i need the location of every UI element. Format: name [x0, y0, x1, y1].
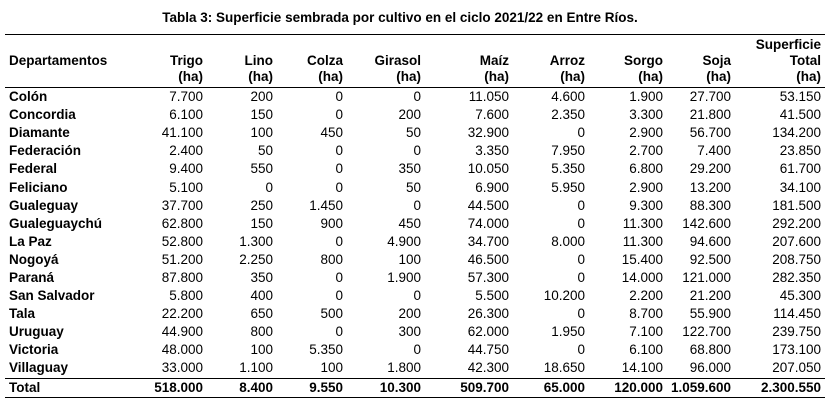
department-name: Uruguay: [9, 324, 64, 340]
table-cell: 2.350: [551, 107, 585, 123]
table-cell: 300: [398, 324, 421, 340]
table-cell: 68.800: [689, 342, 731, 358]
table-cell: 1.950: [551, 324, 585, 340]
table-cell: 0: [335, 288, 343, 304]
table-cell: 1.100: [239, 360, 273, 376]
table-cell: 0: [413, 342, 421, 358]
table-row: [5, 160, 825, 178]
table-row: [5, 178, 825, 196]
total-row: [5, 378, 825, 397]
table-cell: 0: [577, 306, 585, 322]
table-cell: 88.300: [689, 197, 731, 213]
header-departamentos: Departamentos: [9, 53, 108, 68]
table-cell: 13.200: [689, 179, 731, 195]
table-cell: 62.800: [161, 215, 203, 231]
header-arroz: Arroz (ha): [549, 53, 585, 84]
department-name: Tala: [9, 306, 36, 322]
table-row: [5, 215, 825, 233]
table-cell: 96.000: [689, 360, 731, 376]
table-cell: 208.750: [772, 251, 821, 267]
table-cell: 0: [413, 288, 421, 304]
table-cell: 14.000: [621, 269, 663, 285]
total-cell: 509.700: [460, 379, 509, 395]
table-row: [5, 233, 825, 251]
table-row: [5, 269, 825, 287]
total-cell: 9.550: [309, 379, 343, 395]
table-cell: 239.750: [772, 324, 821, 340]
table-row: [5, 287, 825, 305]
table-cell: 6.900: [475, 179, 509, 195]
department-name: Gualeguay: [9, 197, 79, 213]
header-colza: Colza (ha): [306, 53, 343, 84]
total-cell: 8.400: [239, 379, 273, 395]
table-cell: 10.050: [467, 161, 509, 177]
table-cell: 37.700: [161, 197, 203, 213]
table-cell: 2.400: [169, 143, 203, 159]
table-cell: 1.900: [387, 269, 421, 285]
table-cell: 8.000: [551, 233, 585, 249]
table-cell: 26.300: [467, 306, 509, 322]
table-cell: 150: [250, 107, 273, 123]
table-cell: 48.000: [161, 342, 203, 358]
table-body: [5, 88, 825, 379]
table-cell: 100: [250, 342, 273, 358]
table-cell: 1.800: [387, 360, 421, 376]
table-cell: 94.600: [689, 233, 731, 249]
total-label: Total: [9, 379, 41, 395]
table-cell: 50: [405, 179, 421, 195]
table-row: [5, 341, 825, 359]
table-cell: 15.400: [621, 251, 663, 267]
table-cell: 9.300: [629, 197, 663, 213]
total-cell: 10.300: [379, 379, 421, 395]
department-name: San Salvador: [9, 288, 95, 304]
table-cell: 44.500: [467, 197, 509, 213]
total-cell: 1.059.600: [671, 379, 732, 395]
table-cell: 0: [335, 107, 343, 123]
header-lino: Lino (ha): [244, 53, 273, 84]
header-maiz: Maíz (ha): [479, 53, 509, 84]
table-cell: 150: [250, 215, 273, 231]
department-name: Federación: [9, 143, 82, 159]
table-cell: 142.600: [682, 215, 731, 231]
table-cell: 100: [320, 360, 343, 376]
table-cell: 0: [577, 215, 585, 231]
table-cell: 46.500: [467, 251, 509, 267]
table-cell: 44.750: [467, 342, 509, 358]
table-cell: 900: [320, 215, 343, 231]
table-cell: 0: [335, 233, 343, 249]
department-name: Concordia: [9, 107, 76, 123]
table-cell: 100: [250, 125, 273, 141]
table-cell: 500: [320, 306, 343, 322]
table-cell: 6.800: [629, 161, 663, 177]
table-cell: 350: [398, 161, 421, 177]
table-cell: 22.200: [161, 306, 203, 322]
table-cell: 0: [577, 197, 585, 213]
table-cell: 34.100: [779, 179, 821, 195]
table-cell: 200: [250, 89, 273, 105]
table-cell: 18.650: [543, 360, 585, 376]
table-cell: 50: [405, 125, 421, 141]
table-cell: 550: [250, 161, 273, 177]
table-cell: 53.150: [779, 89, 821, 105]
table-row: [5, 197, 825, 215]
table-cell: 5.800: [169, 288, 203, 304]
table-row: [5, 323, 825, 341]
table-cell: 800: [250, 324, 273, 340]
table-cell: 0: [335, 89, 343, 105]
total-cell: 2.300.550: [760, 379, 821, 395]
table-cell: 200: [398, 107, 421, 123]
table-cell: 0: [413, 89, 421, 105]
table-cell: 87.800: [161, 269, 203, 285]
header-row: [5, 35, 825, 88]
header-superficie-total: Superficie Total (ha): [755, 37, 821, 84]
table-cell: 800: [320, 251, 343, 267]
table-cell: 56.700: [689, 125, 731, 141]
table-cell: 181.500: [772, 197, 821, 213]
table-cell: 134.200: [772, 125, 821, 141]
table-cell: 34.700: [467, 233, 509, 249]
table-cell: 650: [250, 306, 273, 322]
table-cell: 6.100: [629, 342, 663, 358]
table-cell: 23.850: [779, 143, 821, 159]
table-cell: 350: [250, 269, 273, 285]
table-row: [5, 88, 825, 107]
table-cell: 7.700: [169, 89, 203, 105]
table-cell: 7.950: [551, 143, 585, 159]
table-cell: 0: [265, 179, 273, 195]
table-cell: 207.600: [772, 233, 821, 249]
table-cell: 29.200: [689, 161, 731, 177]
table-cell: 0: [577, 269, 585, 285]
table-cell: 55.900: [689, 306, 731, 322]
table-cell: 4.600: [551, 89, 585, 105]
table-cell: 0: [335, 269, 343, 285]
table-row: [5, 106, 825, 124]
table-cell: 0: [413, 143, 421, 159]
table-cell: 41.500: [779, 107, 821, 123]
total-cell: 65.000: [543, 379, 585, 395]
header-girasol: Girasol (ha): [374, 53, 421, 84]
header-trigo: Trigo (ha): [170, 53, 203, 84]
table-cell: 2.250: [239, 251, 273, 267]
table-cell: 10.200: [543, 288, 585, 304]
department-name: Paraná: [9, 269, 55, 285]
table-cell: 61.700: [779, 161, 821, 177]
table-cell: 400: [250, 288, 273, 304]
department-name: Gualeguaychú: [9, 215, 103, 231]
table-cell: 0: [413, 197, 421, 213]
table-cell: 57.300: [467, 269, 509, 285]
department-name: Villaguay: [9, 360, 69, 376]
table-cell: 41.100: [161, 125, 203, 141]
table-cell: 2.200: [629, 288, 663, 304]
table-cell: 74.000: [467, 215, 509, 231]
table-cell: 9.400: [169, 161, 203, 177]
table-cell: 200: [398, 306, 421, 322]
table-cell: 207.050: [772, 360, 821, 376]
department-name: Diamante: [9, 125, 70, 141]
table-cell: 1.900: [629, 89, 663, 105]
table-cell: 3.350: [475, 143, 509, 159]
table-cell: 21.200: [689, 288, 731, 304]
table-cell: 27.700: [689, 89, 731, 105]
table-cell: 5.350: [551, 161, 585, 177]
table-row: [5, 359, 825, 378]
table-cell: 292.200: [772, 215, 821, 231]
table-cell: 21.800: [689, 107, 731, 123]
table-cell: 2.700: [629, 143, 663, 159]
table-cell: 0: [335, 143, 343, 159]
table-cell: 8.700: [629, 306, 663, 322]
table-cell: 7.600: [475, 107, 509, 123]
table-cell: 52.800: [161, 233, 203, 249]
department-name: Federal: [9, 161, 58, 177]
table-cell: 5.500: [475, 288, 509, 304]
department-name: Victoria: [9, 342, 59, 358]
total-cell: 120.000: [614, 379, 663, 395]
table-cell: 173.100: [772, 342, 821, 358]
table-cell: 44.900: [161, 324, 203, 340]
table-row: [5, 305, 825, 323]
table-cell: 100: [398, 251, 421, 267]
table-cell: 92.500: [689, 251, 731, 267]
department-name: Feliciano: [9, 179, 68, 195]
table-cell: 2.900: [629, 125, 663, 141]
department-name: Nogoyá: [9, 251, 59, 267]
table-row: [5, 251, 825, 269]
table-cell: 42.300: [467, 360, 509, 376]
department-name: La Paz: [9, 233, 52, 249]
table-cell: 282.350: [772, 269, 821, 285]
table-cell: 6.100: [169, 107, 203, 123]
table-cell: 122.700: [682, 324, 731, 340]
table-cell: 3.300: [629, 107, 663, 123]
table-title: Tabla 3: Superficie sembrada por cultivo en el ciclo 2021/22 en Entre Ríos.: [162, 10, 638, 25]
table-cell: 51.200: [161, 251, 203, 267]
table-row: [5, 142, 825, 160]
table-cell: 1.450: [309, 197, 343, 213]
total-cell: 518.000: [154, 379, 203, 395]
table-row: [5, 124, 825, 142]
table-cell: 0: [335, 324, 343, 340]
header-sorgo: Sorgo (ha): [624, 53, 663, 84]
table-cell: 250: [250, 197, 273, 213]
crop-area-table: [5, 34, 825, 398]
table-cell: 45.300: [779, 288, 821, 304]
header-soja: Soja (ha): [702, 53, 731, 84]
table-cell: 62.000: [467, 324, 509, 340]
table-cell: 0: [335, 161, 343, 177]
table-cell: 5.950: [551, 179, 585, 195]
table-cell: 50: [257, 143, 273, 159]
table-cell: 121.000: [682, 269, 731, 285]
table-cell: 14.100: [621, 360, 663, 376]
table-cell: 7.100: [629, 324, 663, 340]
table-cell: 450: [398, 215, 421, 231]
table-cell: 5.100: [169, 179, 203, 195]
table-cell: 5.350: [309, 342, 343, 358]
table-cell: 2.900: [629, 179, 663, 195]
table-cell: 0: [335, 179, 343, 195]
table-cell: 32.900: [467, 125, 509, 141]
table-cell: 11.300: [622, 233, 663, 249]
table-cell: 7.400: [697, 143, 731, 159]
table-cell: 11.300: [622, 215, 663, 231]
table-cell: 11.050: [468, 89, 509, 105]
table-cell: 1.300: [239, 233, 273, 249]
table-cell: 4.900: [387, 233, 421, 249]
table-cell: 0: [577, 125, 585, 141]
table-cell: 0: [577, 342, 585, 358]
table-cell: 114.450: [773, 306, 821, 322]
table-cell: 0: [577, 251, 585, 267]
table-cell: 450: [320, 125, 343, 141]
department-name: Colón: [9, 89, 48, 105]
table-cell: 33.000: [161, 360, 203, 376]
